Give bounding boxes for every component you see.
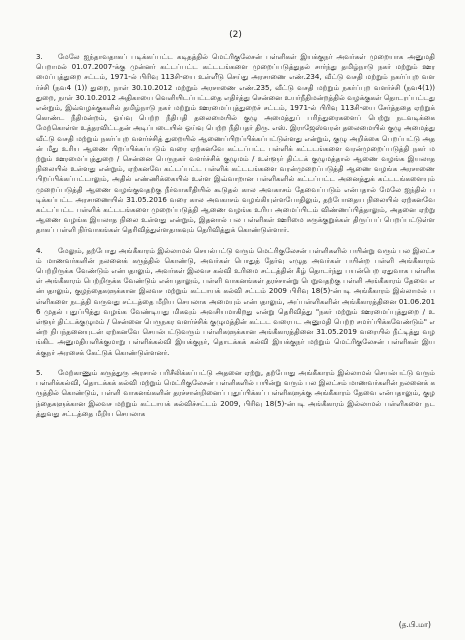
paragraph-number: 4. — [36, 245, 43, 255]
page-number: (2) — [229, 30, 242, 40]
paragraph-text: மேற்காணும் கருத்துரு அரசால் பரிசீலிக்கப்பட்டு அதனை ஏற்று, தற்போது அங்கீகாரம் இல்லாமல் செயல்பட்டு வரும் பள்ளிக்கல்வி, தொடக்கக் கல்வி மற்றும் மெட்ரிகுலேசன் பள்ளிகளில் பயின்று வரும் பல இலட்சம் மாணவர்களின் நலனைக் கருத்தில் கொண்டும், பள்ளி வாகனங்களின் தரச்சான்றினைப் புதுப்பிக்கப் பள்ளிகளுக்கு அங்கீகாரம் தேவை என்பதாலும், குழந்தைகளுக்கான இலவச மற்றும் கட்டாயக் கல்விச்சட்டம் 2009, பிரிவு 18(5)-ன்படி அங்கீகாரம் இல்லாமல் பள்ளிகளை நடத்துவது சட்டத்தை மீறிய செயலாக — [36, 367, 435, 418]
paragraph-4 — [36, 246, 435, 358]
signature-initials: (த.பி.மா) — [398, 620, 431, 629]
paragraph-text: மேலே ஐந்தாவதாகப் படிக்கப்பட்ட கடிதத்தில் மெட்ரிகுலேசன் பள்ளிகள் இயக்குநர் அவர்கள் முறையாக அனுமதி பெறாமல் 01.07.2007-க்கு முன்னர் கட்டப்பட்ட கட்டடங்களை முறைப்படுத்துதல் சார்ந்து தமிழ்நாடு நகர் மற்றும் ஊரமைப்புத்துறை சட்டம், 1971-ல் பிரிவு 113சி-யை உள்ளீடு செய்து அரசாணை எண்.234, வீட்டு வசதி மற்றும் நகர்ப்புற வளர்ச்சி (நவ4 (1)) துறை, நாள் 30.10.2012 மற்றும் அரசாணை எண்.235, வீட்டு வசதி மற்றும் நகர்ப்புற வளர்ச்சி (நவ4(1)) துறை, நாள் 30.10.2012 அதிகாயை வெளியிடப்பட்டதை எதிர்த்து சென்னை உயர்நீதிமன்றத்தில் வழக்குகள் தொடரப்பட்டது என்றும், இவ்வழக்குகளில் தமிழ்நாடு நகர் மற்றும் ஊரமைப்புத்துறைச் சட்டம், 1971-ல் பிரிவு 113சி-யை சேர்த்ததை ஏற்றுக் கொண்ட நீதிமன்றம், ஓய்வு பெற்ற நீதிபதி தலைமையில் குழு அமைத்துப் பரிந்துரைகளைப் பெற்று நடவடிக்கை மேற்கொள்ள உத்தரவிட்டதன் அடிப்படையில் ஓய்வு பெற்ற நீதிபதர் திரு. எஸ். இராஜேஸ்வரன் தலைமையில் குழு அமைத்து வீட்டு வசதி மற்றும் நகர்ப்புற வளர்ச்சித் துறையில் ஆணைப்பிறப்பிக்கப்பட்டுள்ளது என்றும், குழு அறிக்கை பெறப்பட்டு அதன் மீது உரிய ஆணை பிறப்பிக்கப்படும் வரை ஏற்கனவே கட்டப்பட்ட பள்ளிக் கட்டடங்களை வரன்முறைப்படுத்தி நகர் மற்றும் ஊரமைப்புத்துறை / சென்னை பெருநகர் வளர்ச்சிக் குழுமம் / உள்ளூர் திட்டக் குழுமத்தால் ஆணை வழங்க இயலாத நிலையில் உள்ளது என்றும், ஏற்கனவே கட்டப்பட்ட பள்ளிக் கட்டடங்களை வரன்முறைப்படுத்தி ஆணை வழங்க அரசாணை பிறப்பிக்கப்பட்டாலும், அதில் எண்ணிக்கையில் உள்ள இவ்வாறான பள்ளிகளில் கட்டப்பட்ட அனைத்துக் கட்டடங்களையும் முறைப்படுத்தி ஆணை வழங்குவதற்கு நீர்வாகரீதியில் கூடுதல் கால அவகாசம் தேவைப்படும் என்பதால் மேலே ஐந்தில் படிக்கப்பட்ட அரசாணையில் 31.05.2016 வரை கால அவகாசம் வழங்கியுள்ளபோதிலும், தற்போதைய நிலையில் ஏற்கனவே கட்டப்பட்ட பள்ளிக் கட்டடங்களை முறைப்படுத்தி ஆணை வழங்க உரிய அமைப்பிடம் விண்ணப்பித்தாலும், அதனை ஏற்று ஆணை வழங்க இயலாத நிலை உள்ளது என்றும், இதனால் பல பள்ளிகள் ஊரிமை சுருக்குறுக்கள் திருப்பப் பெறப்பட்டுள்ளதாகப் பள்ளி நிர்வாகங்கள் தெரிவித்துள்ளதாகவும் தெரிவித்துக் கொண்டுள்ளார். — [36, 52, 435, 235]
paragraph-number: 3. — [36, 52, 43, 61]
paragraph-text: மேலும், தற்போது அங்கீகாரம் இல்லாமல் செயல்பட்டு வரும் மெட்ரிகுலேசன் பள்ளிகளில் பயின்று வரும் பல இலட்சம் மாணவர்களின் நலனைக் கருத்தில் கொண்டு, அவர்கள் பொதுத் தேர்வு எழுத அவர்கள் பயின்ற பள்ளி அங்கீகாரம் பெற்றிருக்க வேண்டும் என்பதாலும், அவர்கள் இலவச கல்வி உரிமை சட்டத்தின் கீழ் தொடர்ந்து பயன்பெற ஏதுவாக பள்ளிகள் அங்கீகாரம் பெற்றிருக்க வேண்டும் என்பதாலும், பள்ளி வாகனங்கள் தரச்சான்று பெறுவதற்கு பள்ளி அங்கீகாரம் தேவை என்பதாலும், குழந்தைகளுக்கான இலவச மற்றும் கட்டாயக் கல்வி சட்டம் 2009 பிரிவு 18(5)-ன்படி அங்கீகாரம் இல்லாமல் பள்ளிகளை நடத்தி வருவது சட்டத்தை மீறிய செயலாக அமையும் என்பதாலும், அப்பள்ளிகளின் அங்கீகாரத்தினை 01.06.2016 முதல் புதுப்பித்து வழங்க வேண்டியது மிகவும் அவசியமாகிறது என்று தெரிவித்து "நகர் மற்றும் ஊரமைப்புத்துறை / உள்ளூர் திட்டக்குழுமம் / சென்னை பெருநகர வளர்ச்சிக் குழுமத்தின் கட்டட வரைபட அனுமதி பெற்ற சமர்ப்பிக்கவேண்டும்" என்ற நிபந்தனையுடன் ஏற்கனவே செயல்பட்டுவரும் பள்ளிகளுக்கான அங்கீகாரத்தினை 31.05.2019 வரையில் நீட்டித்து வழங்கிட அனுமதியளிக்குமாறு பள்ளிக்கல்வி இயக்குநர், தொடக்கக் கல்வி இயக்குநர் மற்றும் மெட்ரிகுலேசன் பள்ளிகள் இயக்குநர் அரசைக் கேட்டுக் கொண்டுள்ளனர். — [36, 245, 435, 357]
paragraph-number: 5. — [36, 367, 43, 377]
paragraph-3 — [36, 52, 435, 236]
paragraph-5 — [36, 368, 435, 419]
